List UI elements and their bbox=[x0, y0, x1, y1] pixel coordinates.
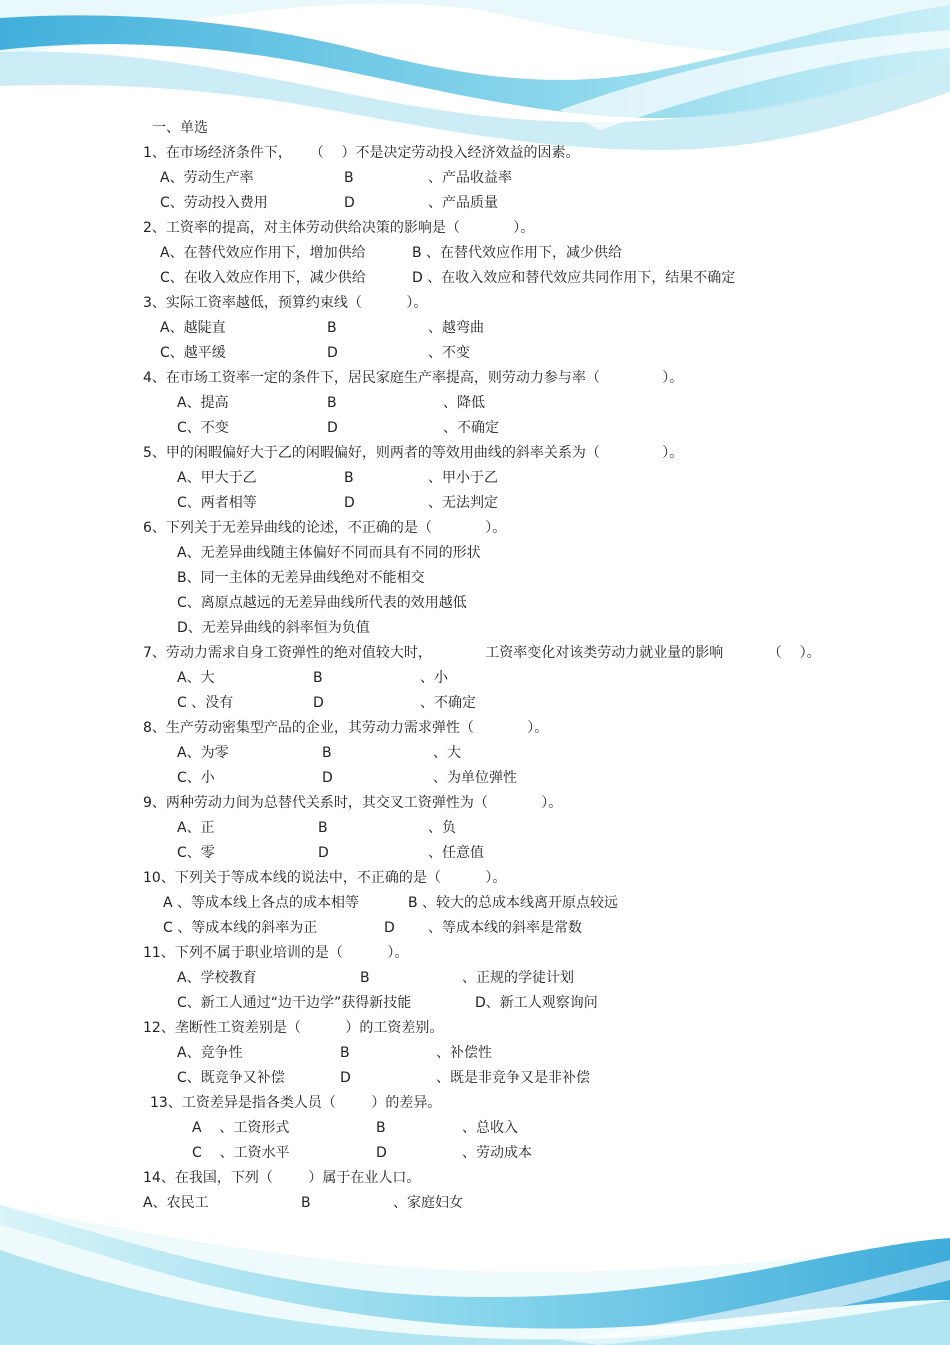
question-stem: 14、在我国，下列（ ）属于在业人口。 bbox=[143, 1170, 421, 1186]
option-label: 、小 bbox=[420, 670, 448, 686]
option-letter: D bbox=[344, 495, 355, 511]
option-letter: B bbox=[327, 320, 337, 336]
option-label: 、产品质量 bbox=[428, 195, 498, 211]
option-label: B 、在替代效应作用下，减少供给 bbox=[412, 245, 623, 261]
question-stem: 8、生产劳动密集型产品的企业，其劳动力需求弹性（ ）。 bbox=[143, 720, 549, 736]
option-letter: B bbox=[340, 1045, 350, 1061]
option-label: C、两者相等 bbox=[177, 495, 257, 511]
option-letter: B bbox=[344, 470, 354, 486]
option-label: A、劳动生产率 bbox=[160, 170, 254, 186]
option-label: 、降低 bbox=[443, 395, 485, 411]
option-label: 、等成本线的斜率是常数 bbox=[428, 920, 582, 936]
option-label: D、新工人观察询问 bbox=[475, 995, 598, 1011]
question-stem: 7、劳动力需求自身工资弹性的绝对值较大时， 工资率变化对该类劳动力就业量的影响 （ ）。 bbox=[143, 645, 821, 661]
option-label: A、提高 bbox=[177, 395, 229, 411]
option-label: C、新工人通过“边干边学”获得新技能 bbox=[177, 995, 412, 1011]
option-label: 、总收入 bbox=[462, 1120, 518, 1136]
option-label: 、负 bbox=[428, 820, 456, 836]
option-letter: B bbox=[360, 970, 370, 986]
option-label: A、正 bbox=[177, 820, 215, 836]
option-label: A、为零 bbox=[177, 745, 229, 761]
option-label: 、不确定 bbox=[420, 695, 476, 711]
option-label: 、越弯曲 bbox=[428, 320, 484, 336]
question-stem: 1、在市场经济条件下， （ ）不是决定劳动投入经济效益的因素。 bbox=[143, 145, 580, 161]
question-stem: 2、工资率的提高，对主体劳动供给决策的影响是（ ）。 bbox=[143, 220, 535, 236]
option-label: A、大 bbox=[177, 670, 215, 686]
option-label: C、在收入效应作用下，减少供给 bbox=[160, 270, 366, 286]
option-label: 、不确定 bbox=[443, 420, 499, 436]
option-label: A 、工资形式 bbox=[192, 1120, 290, 1136]
option-label: C、小 bbox=[177, 770, 215, 786]
question-stem: 10、下列关于等成本线的说法中，不正确的是（ ）。 bbox=[143, 870, 507, 886]
option-label: 、无法判定 bbox=[428, 495, 498, 511]
option-label: 、补偿性 bbox=[436, 1045, 492, 1061]
option-label: C 、工资水平 bbox=[192, 1145, 290, 1161]
option-letter: B bbox=[318, 820, 328, 836]
option-label: C、越平缓 bbox=[160, 345, 226, 361]
option-label: 、大 bbox=[433, 745, 461, 761]
option-label: A、在替代效应作用下，增加供给 bbox=[160, 245, 366, 261]
section-title: 一、单选 bbox=[152, 120, 208, 136]
question-stem: 9、两种劳动力间为总替代关系时，其交叉工资弹性为（ ）。 bbox=[143, 795, 563, 811]
question-stem: 11、下列不属于职业培训的是（ ）。 bbox=[143, 945, 409, 961]
option-letter: D bbox=[318, 845, 329, 861]
option-letter: D bbox=[340, 1070, 351, 1086]
option-label: A、无差异曲线随主体偏好不同而具有不同的形状 bbox=[177, 545, 481, 561]
option-letter: B bbox=[344, 170, 354, 186]
option-label: 、任意值 bbox=[428, 845, 484, 861]
option-letter: D bbox=[327, 345, 338, 361]
option-label: 、劳动成本 bbox=[462, 1145, 532, 1161]
option-label: C、离原点越远的无差异曲线所代表的效用越低 bbox=[177, 595, 467, 611]
option-label: D、无差异曲线的斜率恒为负值 bbox=[177, 620, 370, 636]
option-letter: B bbox=[313, 670, 323, 686]
option-letter: D bbox=[322, 770, 333, 786]
option-label: C 、等成本线的斜率为正 bbox=[163, 920, 318, 936]
question-stem: 4、在市场工资率一定的条件下，居民家庭生产率提高，则劳动力参与率（ ）。 bbox=[143, 370, 684, 386]
option-label: A、甲大于乙 bbox=[177, 470, 257, 486]
option-label: 、不变 bbox=[428, 345, 470, 361]
option-label: 、产品收益率 bbox=[428, 170, 512, 186]
option-label: B 、较大的总成本线离开原点较远 bbox=[408, 895, 619, 911]
option-letter: D bbox=[376, 1145, 387, 1161]
option-label: C、零 bbox=[177, 845, 215, 861]
option-label: 、既是非竞争又是非补偿 bbox=[436, 1070, 590, 1086]
option-letter: D bbox=[313, 695, 324, 711]
option-label: 、家庭妇女 bbox=[393, 1195, 463, 1211]
option-label: C、不变 bbox=[177, 420, 229, 436]
option-label: 、为单位弹性 bbox=[433, 770, 517, 786]
option-letter: B bbox=[327, 395, 337, 411]
option-label: 、甲小于乙 bbox=[428, 470, 498, 486]
option-letter: D bbox=[344, 195, 355, 211]
question-stem: 13、工资差异是指各类人员（ ）的差异。 bbox=[150, 1095, 442, 1111]
option-label: C、劳动投入费用 bbox=[160, 195, 268, 211]
option-letter: D bbox=[384, 920, 395, 936]
option-label: D 、在收入效应和替代效应共同作用下，结果不确定 bbox=[412, 270, 736, 286]
question-stem: 5、甲的闲暇偏好大于乙的闲暇偏好，则两者的等效用曲线的斜率关系为（ ）。 bbox=[143, 445, 684, 461]
option-label: B、同一主体的无差异曲线绝对不能相交 bbox=[177, 570, 425, 586]
option-label: A、农民工 bbox=[143, 1195, 209, 1211]
option-label: A、竞争性 bbox=[177, 1045, 243, 1061]
question-stem: 3、实际工资率越低，预算约束线（ ）。 bbox=[143, 295, 428, 311]
option-label: A、学校教育 bbox=[177, 970, 257, 986]
option-label: A 、等成本线上各点的成本相等 bbox=[163, 895, 360, 911]
option-letter: D bbox=[327, 420, 338, 436]
option-letter: B bbox=[301, 1195, 311, 1211]
option-label: 、正规的学徒计划 bbox=[462, 970, 574, 986]
option-label: C、既竞争又补偿 bbox=[177, 1070, 285, 1086]
option-label: A、越陡直 bbox=[160, 320, 226, 336]
option-letter: B bbox=[322, 745, 332, 761]
option-letter: B bbox=[376, 1120, 386, 1136]
option-label: C 、没有 bbox=[177, 695, 234, 711]
question-stem: 12、垄断性工资差别是（ ）的工资差别。 bbox=[143, 1020, 444, 1036]
question-stem: 6、下列关于无差异曲线的论述，不正确的是（ ）。 bbox=[143, 520, 507, 536]
